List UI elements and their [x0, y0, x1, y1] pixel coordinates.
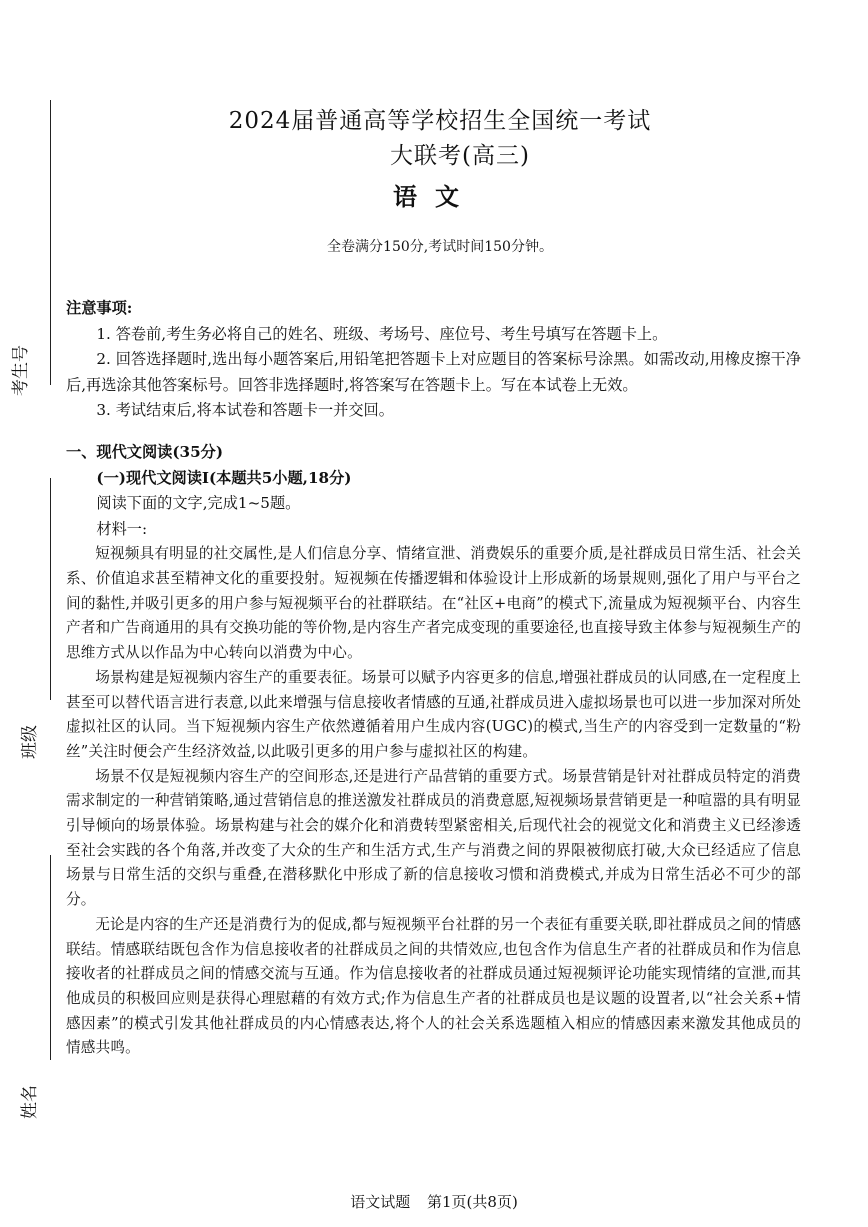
binding-line-middle [50, 478, 51, 700]
class-label: 班级 [20, 725, 40, 759]
notice-heading: 注意事项: [66, 299, 133, 317]
material-paragraph: 短视频具有明显的社交属性,是人们信息分享、情绪宣泄、消费娱乐的重要介质,是社群成员日常生活、社会关系、价值追求甚至精神文化的重要投射。短视频在传播逻辑和体验设计上形成新的场景规则,强化了用户与平台之间的黏性,并吸引更多的用户参与短视频平台的社群联结。在“社区+电商”的模式下,流量成为短视频平台、内容生产者和广告商通用的具有交换功能的等价物,是内容生产者完成变现的重要途径,也直接导致主体参与短视频生产的思维方式从以作品为中心转向以消费为中心。 [66, 545, 801, 662]
subject-title: 语文 [393, 182, 477, 211]
material-paragraph: 场景构建是短视频内容生产的重要表征。场景可以赋予内容更多的信息,增强社群成员的认同感,在一定程度上甚至可以替代语言进行表意,以此来增强与信息接收者情感的互通,社群成员进入虚拟场景也可以进一步加深对所处虚拟社区的认同。当下短视频内容生产依然遵循着用户生成内容(UGC)的模式,当生产的内容受到一定数量的“粉丝”关注时便会产生经济效益,以此吸引更多的用户参与虚拟社区的构建。 [66, 668, 801, 760]
exam-title: 2024届普通高等学校招生全国统一考试 [228, 108, 652, 134]
page-footer [0, 1191, 868, 1212]
exam-subtitle: 大联考(高三) [390, 143, 530, 169]
material-label: 材料一: [96, 519, 148, 538]
reading-instruction: 阅读下面的文字,完成1~5题。 [96, 494, 301, 513]
notice-item: 1. 答卷前,考生务必将自己的姓名、班级、考场号、座位号、考生号填写在答题卡上。 [96, 324, 668, 343]
name-label: 姓名 [20, 1085, 40, 1119]
footer-page-number: 第1页(共8页) [427, 1193, 518, 1211]
section-heading: 一、现代文阅读(35分) [66, 442, 224, 461]
exam-number-label: 考生号 [11, 345, 31, 396]
binding-line-top [50, 100, 51, 385]
binding-line-lower [50, 855, 51, 1060]
material-paragraph: 无论是内容的生产还是消费行为的促成,都与短视频平台社群的另一个表征有重要关联,即社群成员之间的情感联结。情感联结既包含作为信息接收者的社群成员之间的共情效应,也包含作为信息生产者的社群成员和作为信息接收者的社群成员之间的情感交流与互通。作为信息接收者的社群成员通过短视频评论功能实现情绪的宣泄,而其他成员的积极回应则是获得心理慰藉的有效方式;作为信息生产者的社群成员也是议题的设置者,以“社会关系+情感因素”的模式引发其他社群成员的内心情感表达,将个人的社会关系选题植入相应的情感因素来激发其他成员的情感共鸣。 [66, 915, 801, 1057]
page-content [66, 296, 801, 1061]
sub-section-heading: (一)现代文阅读Ⅰ(本题共5小题,18分) [96, 468, 352, 487]
material-paragraph: 场景不仅是短视频内容生产的空间形态,还是进行产品营销的重要方式。场景营销是针对社群成员特定的消费需求制定的一种营销策略,通过营销信息的推送激发社群成员的消费意愿,短视频场景营销更是一种喧嚣的具有明显引导倾向的场景体验。场景构建与社会的媒介化和消费转型紧密相关,后现代社会的视觉文化和消费主义已经渗透至社会实践的各个角落,并改变了大众的生产和生活方式,生产与消费之间的界限被彻底打破,大众已经适应了信息场景与日常生活的交织与重叠,在潜移默化中形成了新的信息接收习惯和消费模式,并成为日常生活必不可少的部分。 [66, 767, 801, 909]
footer-subject: 语文试题 [350, 1193, 411, 1211]
exam-info: 全卷满分150分,考试时间150分钟。 [327, 239, 553, 255]
notice-item: 3. 考试结束后,将本试卷和答题卡一并交回。 [96, 401, 394, 420]
notice-item: 2. 回答选择题时,选出每小题答案后,用铅笔把答题卡上对应题目的答案标号涂黑。如需改动,用橡皮擦干净后,再选涂其他答案标号。回答非选择题时,将答案写在答题卡上。写在本试卷上无效。 [66, 350, 801, 394]
